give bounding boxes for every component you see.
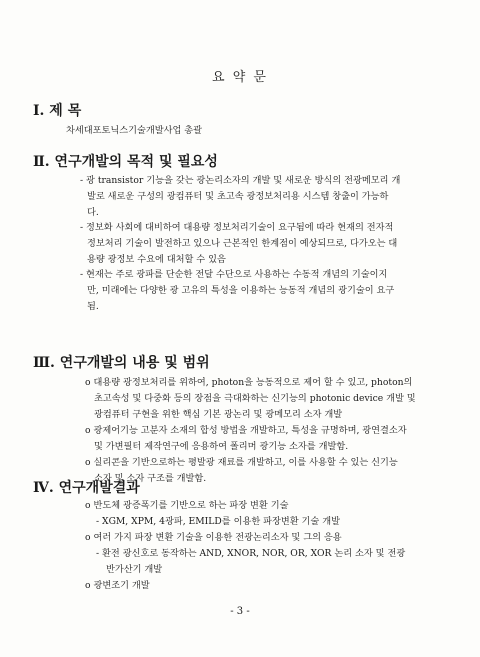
section-1-line: 차세대포토닉스기술개발사업 총괄 xyxy=(66,125,203,136)
section-3-line: o 광제어기능 고분자 소재의 합성 방법을 개발하고, 특성을 규명하며, 광연결소자 xyxy=(85,425,407,436)
section-2-line: 됨. xyxy=(87,301,99,312)
section-3-line: o 대용량 광정보처리를 위하여, photon을 능동적으로 제어 할 수 있고, photon의 xyxy=(85,377,413,388)
section-2-line: 발로 새로운 구성의 광컴퓨터 및 초고속 광정보처리용 시스템 창출이 가능하 xyxy=(87,191,389,202)
section-3-line: 광컴퓨터 구현을 위한 핵심 기본 광논리 및 광메모리 소자 개발 xyxy=(94,409,343,420)
page-number: - 3 - xyxy=(230,606,250,617)
section-3-line: o 실리콘을 기반으로하는 평발광 재료를 개발하고, 이를 사용할 수 있는 신기능 xyxy=(85,457,398,468)
section-4-line: - 환전 광신호로 동작하는 AND, XNOR, NOR, OR, XOR 논리 소자 및 전광 xyxy=(96,548,406,559)
section-2-line: 용량 광정보 수요에 대처할 수 있음 xyxy=(87,254,226,265)
section-2-line: - 광 transistor 기능을 갖는 광논리소자의 개발 및 새로운 방식의 전광메모리 개 xyxy=(80,175,401,186)
section-3-line: 소자 및 소자 구조를 개발함. xyxy=(94,473,207,484)
section-heading-scope: Ⅲ. 연구개발의 내용 및 범위 xyxy=(33,355,210,371)
section-4-line: o 여러 가지 파장 변환 기술을 이용한 전광논리소자 및 그의 응용 xyxy=(85,532,342,543)
section-4-line: - XGM, XPM, 4광파, EMILD를 이용한 파장변환 기술 개발 xyxy=(96,516,340,527)
section-4-line: o 반도체 광증폭기를 기반으로 하는 파장 변환 기술 xyxy=(85,500,289,511)
section-heading-title: Ⅰ. 제 목 xyxy=(33,103,82,119)
section-3-line: 및 가변필터 제작연구에 응용하여 폴리머 광기능 소자를 개발함. xyxy=(94,441,349,452)
section-2-line: - 정보화 사회에 대비하여 대용량 정보처리기술이 요구됨에 따라 현재의 전자적 xyxy=(80,222,394,233)
section-heading-results: Ⅳ. 연구개발결과 xyxy=(33,480,140,496)
page-title: 요 약 문 xyxy=(212,70,268,85)
section-2-line: - 현재는 주로 광파를 단순한 전달 수단으로 사용하는 수동적 개념의 기술이지 xyxy=(80,269,388,280)
section-2-line: 다. xyxy=(87,207,99,218)
section-4-line: o 광변조기 개발 xyxy=(85,580,150,591)
section-2-line: 정보처리 기술이 발전하고 있으나 근본적인 한계점이 예상되므로, 다가오는 대 xyxy=(87,238,398,249)
section-heading-purpose: Ⅱ. 연구개발의 목적 및 필요성 xyxy=(33,154,218,170)
section-2-line: 만, 미래에는 다양한 광 고유의 특성을 이용하는 능동적 개념의 광기술이 요구 xyxy=(87,285,395,296)
section-4-line: 반가산기 개발 xyxy=(106,564,163,575)
section-3-line: 초고속성 및 다중화 등의 장점을 극대화하는 신기능의 photonic device 개발 및 xyxy=(94,393,416,404)
